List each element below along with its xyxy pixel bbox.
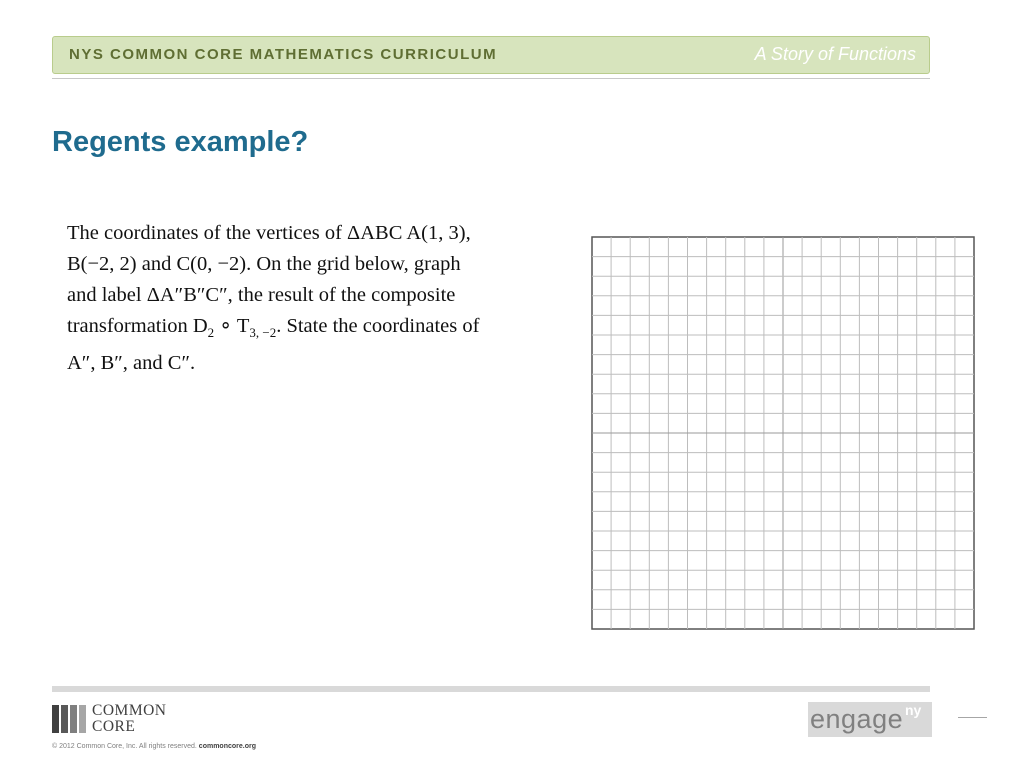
problem-line: The coordinates of the vertices of ΔABC A(1, 3), xyxy=(67,222,471,244)
header-band xyxy=(52,36,930,74)
problem-text-segment: . State the coordinates of xyxy=(276,315,480,337)
copyright-link[interactable]: commoncore.org xyxy=(198,743,256,750)
subscript: 3, −2 xyxy=(249,325,277,341)
common-core-logo-icon xyxy=(52,705,90,733)
problem-text-segment: transformation D xyxy=(67,315,208,337)
module-title: A Story of Functions xyxy=(754,44,916,64)
problem-line: and label ΔA″B″C″, the result of the composite xyxy=(67,284,456,306)
copyright-notice xyxy=(52,743,256,750)
problem-text-segment: ∘ T xyxy=(214,315,250,337)
problem-line: B(−2, 2) and C(0, −2). On the grid below, graph xyxy=(67,253,461,275)
engage-superscript: ny xyxy=(905,702,922,718)
engageny-logo xyxy=(808,702,932,737)
subscript: 2 xyxy=(207,325,215,341)
wordmark-line: CORE xyxy=(92,717,136,735)
problem-line xyxy=(67,311,567,348)
copyright-text: © 2012 Common Core, Inc. All rights reserved. xyxy=(52,743,197,750)
page-title: Regents example? xyxy=(52,126,309,158)
common-core-wordmark xyxy=(92,703,166,734)
wordmark-line: COMMON xyxy=(92,702,167,719)
engage-wordmark: engage xyxy=(810,704,904,734)
slide-marker xyxy=(958,717,987,718)
problem-line: A″, B″, and C″. xyxy=(67,352,196,375)
header-divider xyxy=(52,78,930,79)
problem-text xyxy=(67,218,567,379)
footer-divider xyxy=(52,686,930,692)
grid-svg xyxy=(591,236,975,630)
curriculum-title: NYS COMMON CORE MATHEMATICS CURRICULUM xyxy=(69,46,498,63)
coordinate-grid[interactable] xyxy=(591,236,975,630)
